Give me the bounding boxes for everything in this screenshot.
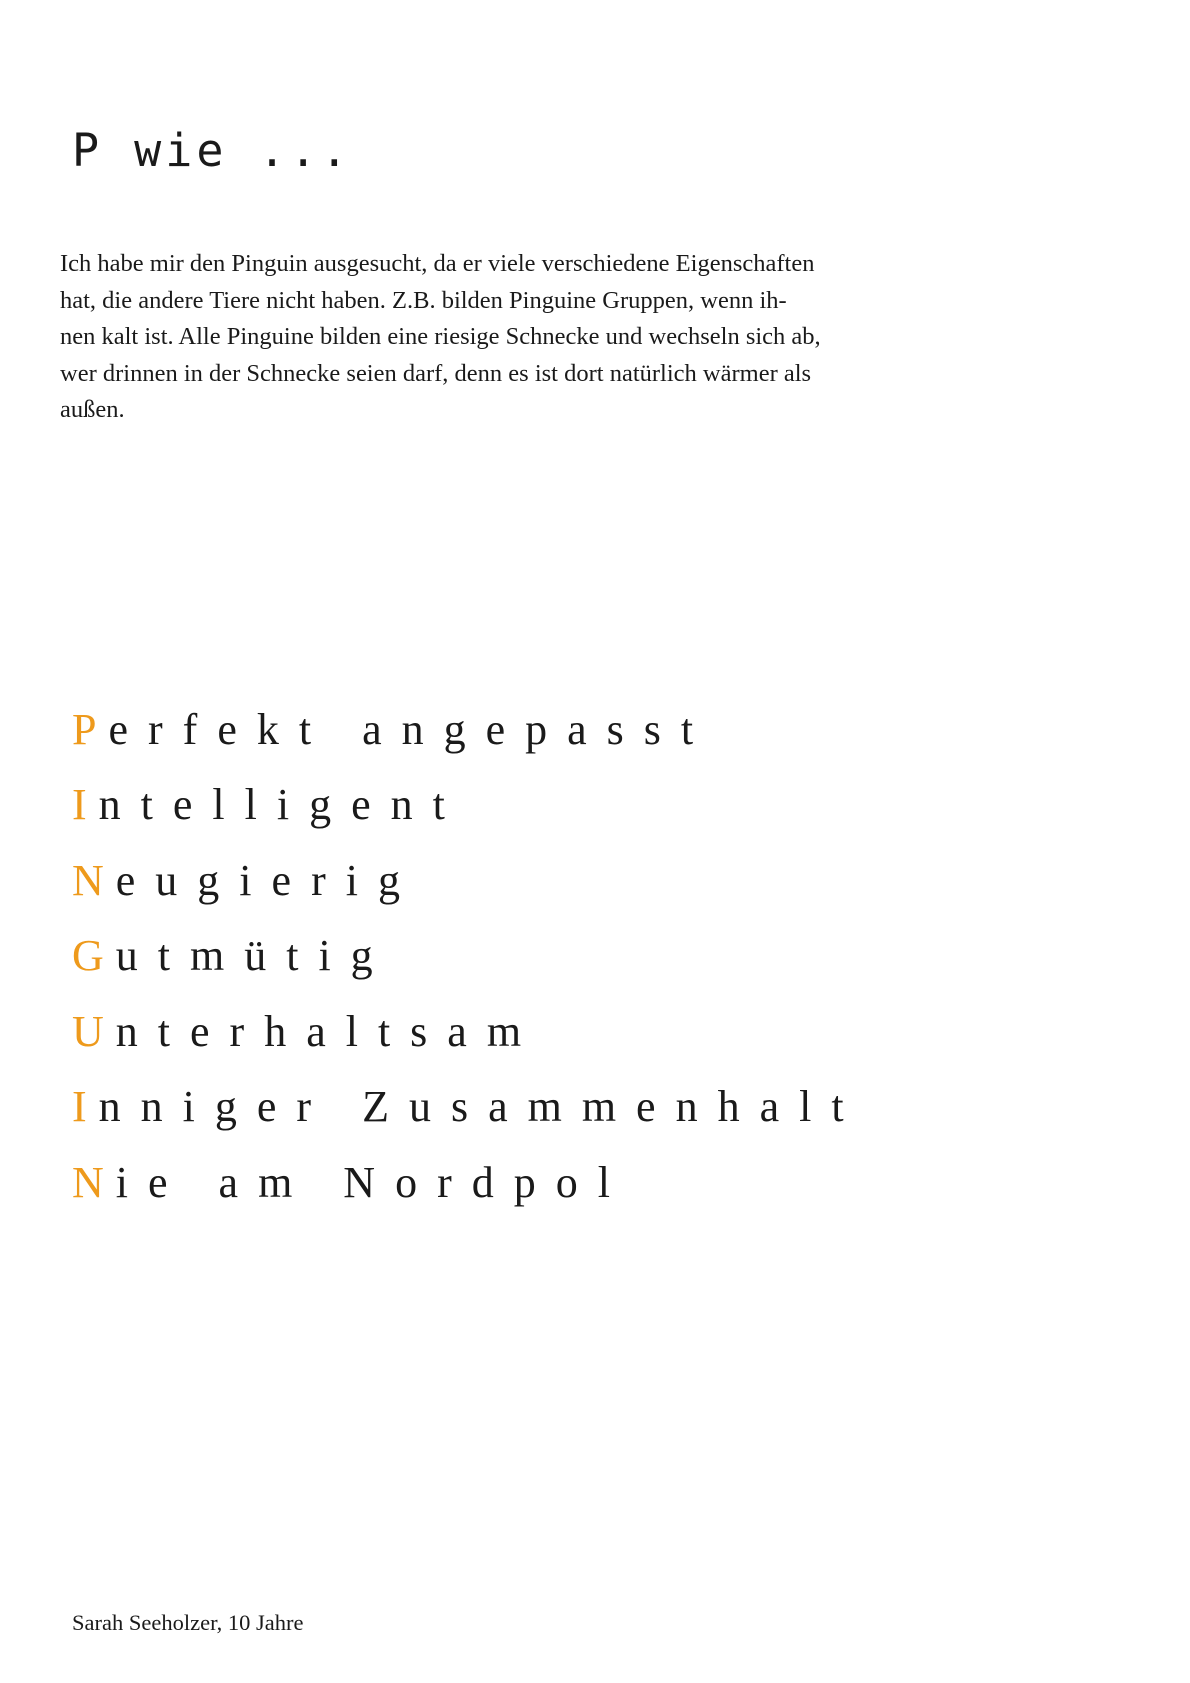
acrostic-initial: I: [72, 780, 87, 829]
acrostic-word: eugierig: [115, 856, 420, 905]
intro-line: Ich habe mir den Pinguin ausgesucht, da er viele verschiedene Eigenschaften: [60, 250, 815, 277]
acrostic-line: [72, 780, 465, 829]
page-title: P wie ...: [72, 124, 352, 177]
acrostic-initial: U: [72, 1007, 104, 1056]
acrostic-word: erfekt angepasst: [108, 705, 714, 754]
intro-paragraph: [60, 246, 940, 429]
acrostic-line: [72, 1007, 542, 1056]
acrostic-word: nniger Zusammenhalt: [98, 1082, 864, 1131]
intro-line: außen.: [60, 396, 125, 423]
intro-line: nen kalt ist. Alle Pinguine bilden eine riesige Schnecke und wechseln sich ab,: [60, 323, 821, 350]
acrostic-word: ntelligent: [98, 780, 465, 829]
acrostic-word: nterhaltsam: [115, 1007, 542, 1056]
acrostic-initial: P: [72, 705, 97, 754]
acrostic-initial: I: [72, 1082, 87, 1131]
acrostic-line: [72, 1158, 630, 1207]
acrostic-initial: N: [72, 856, 104, 905]
acrostic-line: [72, 705, 714, 754]
intro-line: wer drinnen in der Schnecke seien darf, denn es ist dort natürlich wärmer als: [60, 359, 812, 387]
acrostic-line: [72, 1082, 864, 1131]
author-credit: Sarah Seeholzer, 10 Jahre: [72, 1610, 304, 1635]
acrostic-line: [72, 931, 393, 980]
intro-line: hat, die andere Tiere nicht haben. Z.B. bilden Pinguine Gruppen, wenn ih-: [60, 286, 787, 314]
acrostic-line: [72, 856, 420, 905]
acrostic-initial: N: [72, 1158, 104, 1207]
acrostic-word: utmütig: [115, 931, 393, 980]
acrostic-initial: G: [72, 931, 104, 980]
acrostic-word: ie am Nordpol: [115, 1158, 630, 1207]
